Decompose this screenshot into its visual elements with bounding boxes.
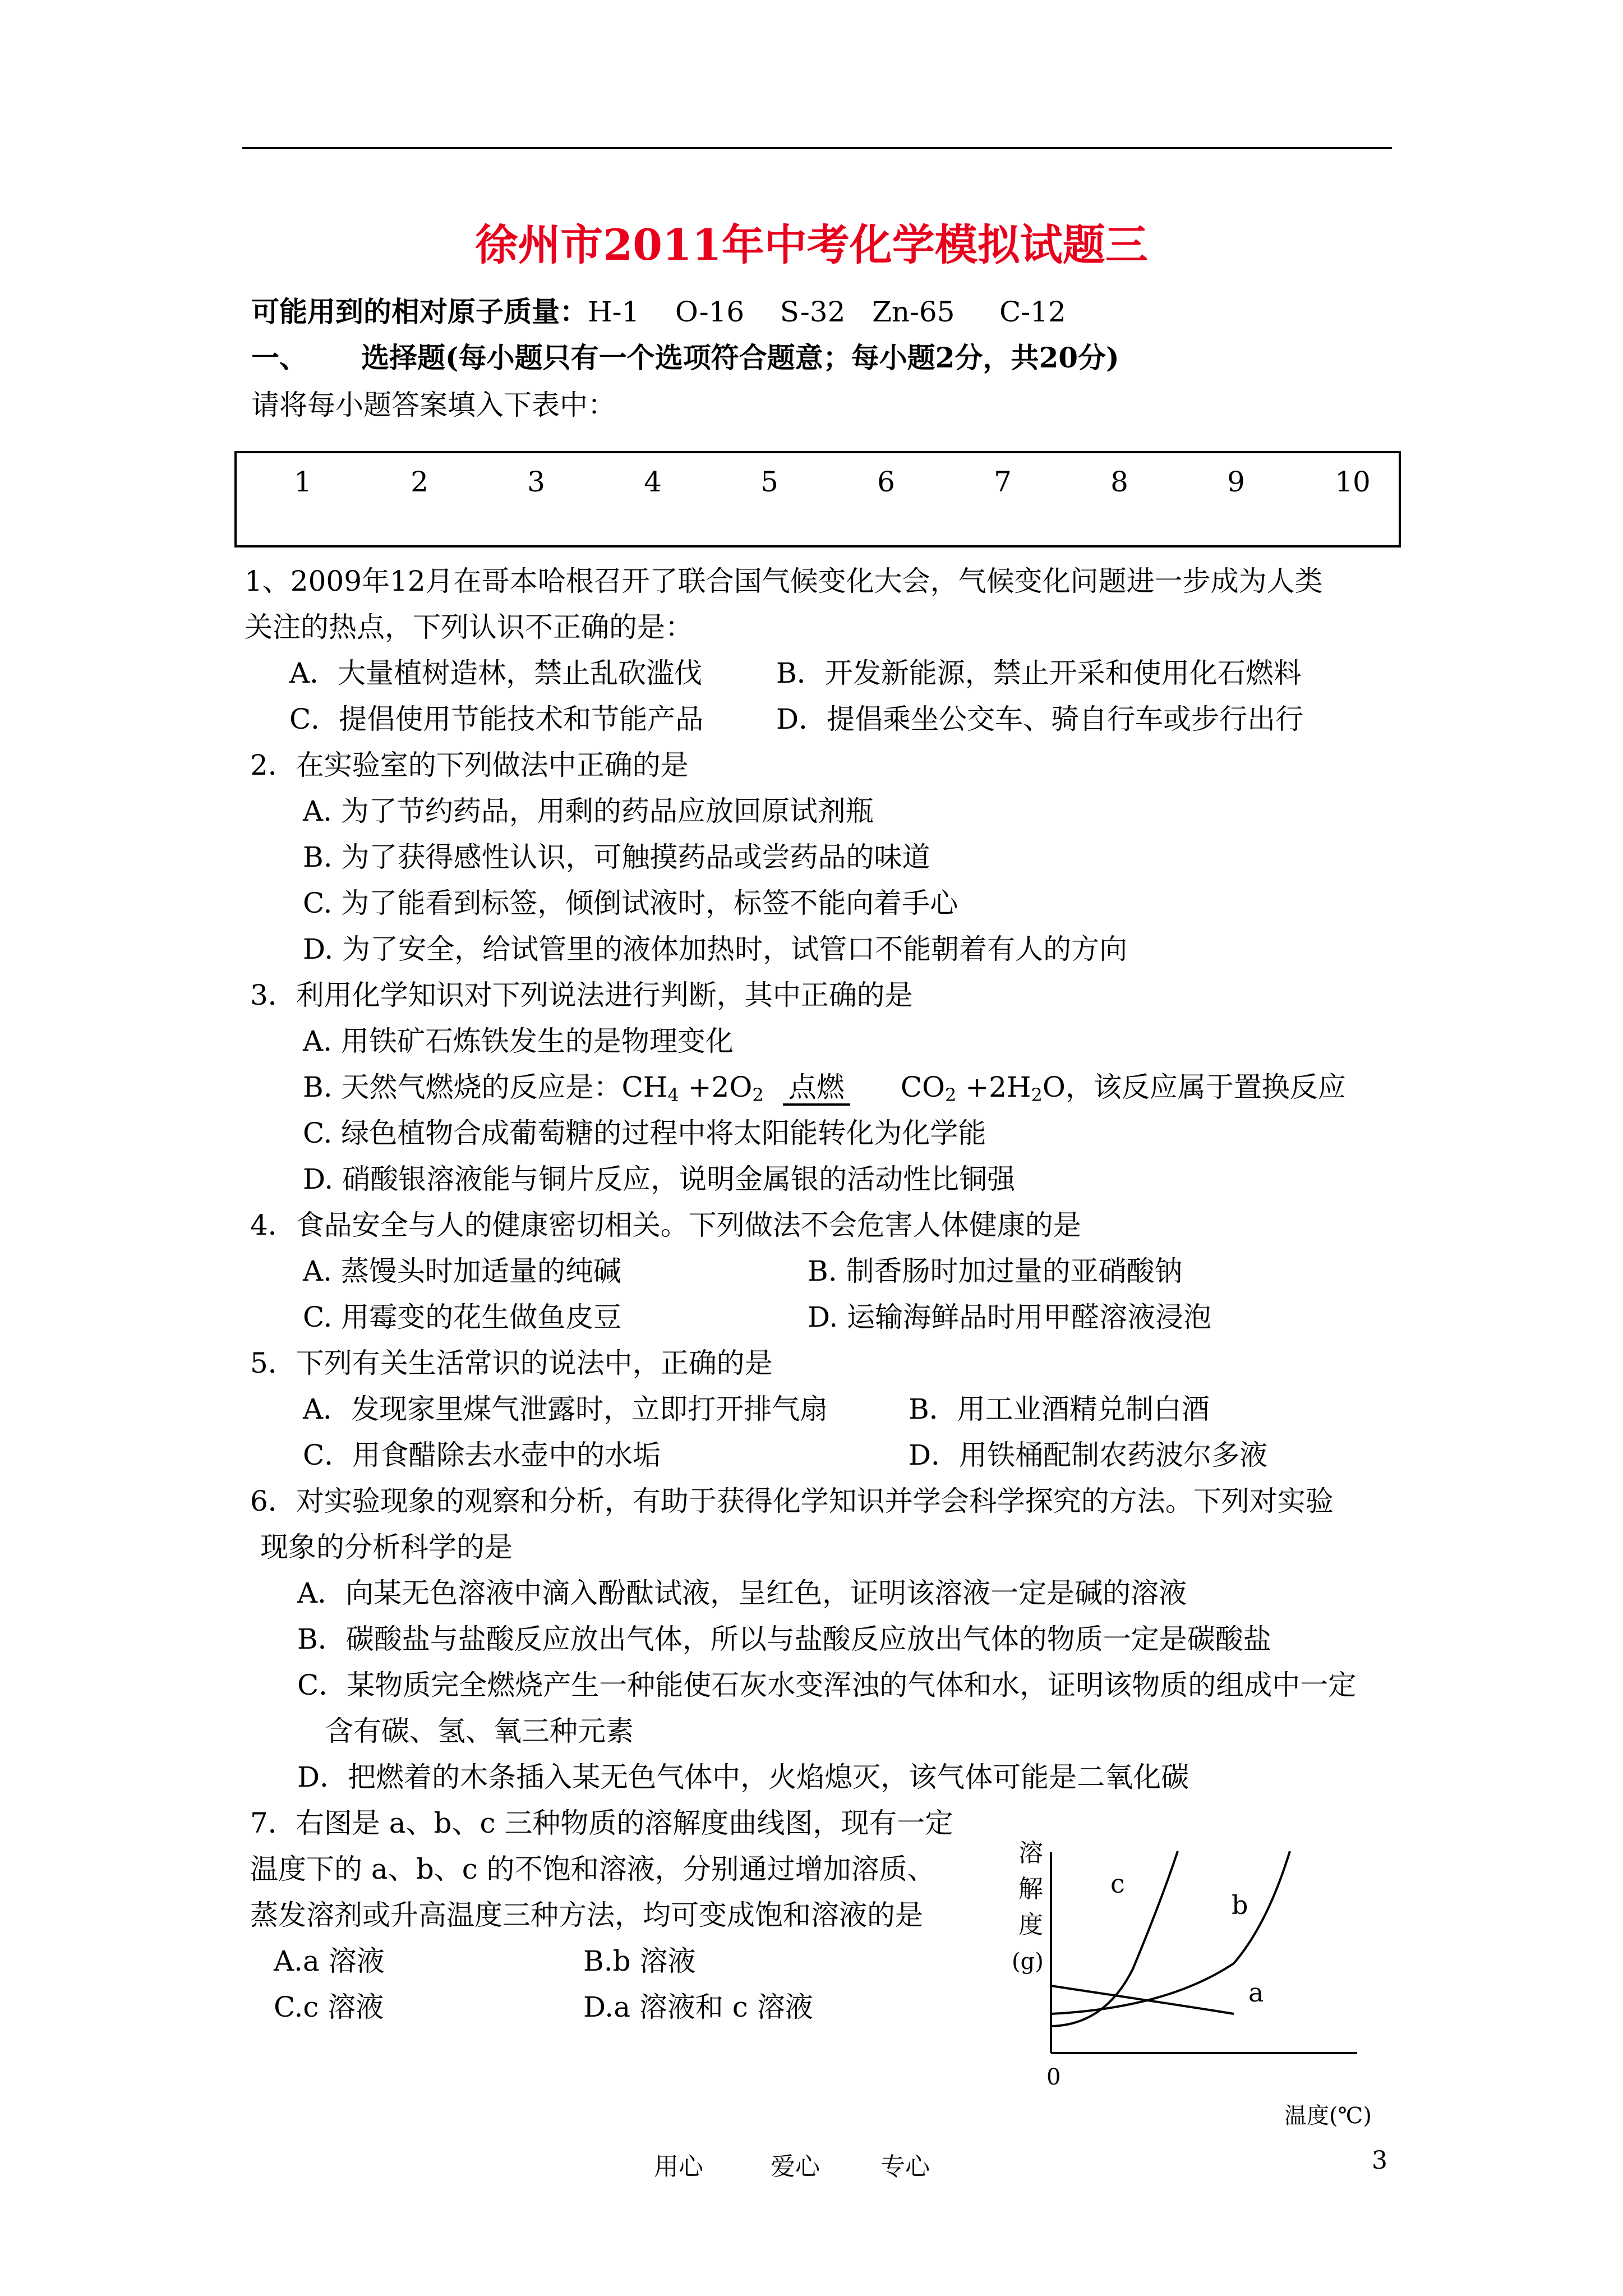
reaction-condition: 点燃 [783, 1071, 850, 1106]
q6-option-c-line1: C．某物质完全燃烧产生一种能使石灰水变浑浊的气体和水，证明该物质的组成中一定 [297, 1669, 1357, 1701]
q3-b-suffix: O，该反应属于置换反应 [1042, 1071, 1346, 1103]
q5-option-d: D．用铁桶配制农药波尔多液 [909, 1439, 1268, 1471]
q3-b-sub: 4 [667, 1084, 679, 1106]
answer-number: 7 [994, 466, 1012, 498]
graph-ylabel-char: 溶 [1018, 1839, 1043, 1867]
curve-label-c: c [1110, 1869, 1125, 1899]
q4-option-a: A. 蒸馒头时加适量的纯碱 [303, 1255, 621, 1287]
curve-a [1051, 1986, 1234, 2014]
q7-stem-line3: 蒸发溶剂或升高温度三种方法，均可变成饱和溶液的是 [250, 1899, 923, 1931]
curve-label-a: a [1248, 1977, 1264, 2008]
q2-stem: 2．在实验室的下列做法中正确的是 [250, 749, 689, 781]
q3-option-d: D. 硝酸银溶液能与铜片反应，说明金属银的活动性比铜强 [303, 1163, 1016, 1195]
q7-option-d: D.a 溶液和 c 溶液 [583, 1991, 813, 2023]
q1-option-a: A．大量植树造林，禁止乱砍滥伐 [289, 657, 703, 689]
q3-b-sub: 2 [752, 1084, 764, 1106]
section-heading: 选择题(每小题只有一个选项符合题意；每小题2分，共20分) [361, 341, 1119, 374]
q4-stem: 4．食品安全与人的健康密切相关。下列做法不会危害人体健康的是 [250, 1209, 1081, 1241]
q4-option-c: C. 用霉变的花生做鱼皮豆 [303, 1301, 622, 1333]
q6-stem-line2: 现象的分析科学的是 [260, 1531, 513, 1563]
q7-stem-line1: 7．右图是 a、b、c 三种物质的溶解度曲线图，现有一定 [250, 1807, 953, 1839]
q2-option-d: D. 为了安全，给试管里的液体加热时，试管口不能朝着有人的方向 [303, 933, 1128, 965]
q2-option-a: A. 为了节约药品，用剩的药品应放回原试剂瓶 [303, 795, 874, 827]
q1-option-c: C．提倡使用节能技术和节能产品 [289, 703, 704, 735]
page-title: 徐州市2011年中考化学模拟试题三 [475, 220, 1148, 270]
footer-motto-2: 爱心 [771, 2152, 820, 2181]
q2-option-c: C. 为了能看到标签，倾倒试液时，标签不能向着手心 [303, 887, 958, 919]
q3-b-sub: 2 [944, 1084, 957, 1106]
q6-option-c-line2: 含有碳、氢、氧三种元素 [325, 1715, 634, 1747]
answer-number: 8 [1110, 466, 1128, 498]
q4-option-b: B. 制香肠时加过量的亚硝酸钠 [808, 1255, 1183, 1287]
graph-xlabel: 温度(℃) [1284, 2103, 1372, 2129]
q1-stem-line2: 关注的热点，下列认识不正确的是： [245, 611, 693, 643]
q5-option-b: B．用工业酒精兑制白酒 [909, 1393, 1210, 1425]
section-instruction: 请将每小题答案填入下表中： [251, 389, 616, 421]
footer-motto-3: 专心 [880, 2152, 930, 2181]
curve-label-b: b [1232, 1890, 1248, 1920]
q6-option-b: B．碳酸盐与盐酸反应放出气体，所以与盐酸反应放出气体的物质一定是碳酸盐 [297, 1623, 1271, 1655]
header-rule [242, 147, 1392, 149]
q2-option-b: B. 为了获得感性认识，可触摸药品或尝药品的味道 [303, 841, 930, 873]
answer-number: 5 [760, 466, 778, 498]
q7-option-b: B.b 溶液 [583, 1945, 696, 1977]
q5-option-c: C．用食醋除去水壶中的水垢 [303, 1439, 661, 1471]
solubility-curve-graph [998, 1829, 1391, 2092]
graph-ylabel-char: (g) [1012, 1949, 1044, 1975]
q3-b-o2: +2O [679, 1071, 753, 1103]
page-number: 3 [1372, 2146, 1387, 2175]
answer-number: 10 [1335, 466, 1371, 498]
footer-motto-1: 用心 [654, 2152, 703, 2181]
q6-stem-line1: 6．对实验现象的观察和分析，有助于获得化学知识并学会科学探究的方法。下列对实验 [250, 1485, 1334, 1517]
q3-b-co2: CO [900, 1071, 945, 1103]
answer-number: 1 [294, 466, 312, 498]
q1-option-d: D．提倡乘坐公交车、骑自行车或步行出行 [776, 703, 1304, 735]
atomic-mass-line [251, 294, 1066, 330]
q1-option-b: B．开发新能源，禁止开采和使用化石燃料 [776, 657, 1302, 689]
q5-option-a: A．发现家里煤气泄露时，立即打开排气扇 [303, 1393, 828, 1425]
graph-origin-label: 0 [1046, 2064, 1061, 2090]
answer-table [234, 451, 1401, 547]
q3-b-prefix: B. 天然气燃烧的反应是：CH [303, 1071, 668, 1103]
atomic-mass-label: 可能用到的相对原子质量： [251, 295, 588, 328]
graph-ylabel-char: 解 [1018, 1875, 1043, 1903]
q3-option-c: C. 绿色植物合成葡萄糖的过程中将太阳能转化为化学能 [303, 1117, 986, 1149]
q3-option-a: A. 用铁矿石炼铁发生的是物理变化 [303, 1025, 734, 1057]
q1-stem-line1: 1、2009年12月在哥本哈根召开了联合国气候变化大会，气候变化问题进一步成为人类 [245, 565, 1323, 597]
answer-number: 9 [1227, 466, 1245, 498]
q3-stem: 3．利用化学知识对下列说法进行判断，其中正确的是 [250, 979, 913, 1011]
answer-number: 2 [411, 466, 428, 498]
atomic-mass-values: H-1 O-16 S-32 Zn-65 C-12 [588, 296, 1066, 328]
q5-stem: 5．下列有关生活常识的说法中，正确的是 [250, 1347, 773, 1379]
q3-b-sub: 2 [1031, 1084, 1043, 1106]
q7-stem-line2: 温度下的 a、b、c 的不饱和溶液，分别通过增加溶质、 [250, 1853, 935, 1885]
q6-option-a: A．向某无色溶液中滴入酚酞试液，呈红色，证明该溶液一定是碱的溶液 [297, 1577, 1187, 1609]
answer-number: 6 [877, 466, 895, 498]
answer-number: 3 [527, 466, 545, 498]
section-number: 一、 [251, 341, 307, 374]
q7-option-a: A.a 溶液 [274, 1945, 385, 1977]
q7-option-c: C.c 溶液 [274, 1991, 384, 2023]
q3-b-h2o: +2H [956, 1071, 1031, 1103]
q6-option-d: D．把燃着的木条插入某无色气体中，火焰熄灭，该气体可能是二氧化碳 [297, 1761, 1189, 1793]
answer-number: 4 [644, 466, 662, 498]
q3-option-b [303, 1069, 1346, 1105]
q4-option-d: D. 运输海鲜品时用甲醛溶液浸泡 [808, 1301, 1212, 1333]
graph-ylabel-char: 度 [1018, 1911, 1043, 1939]
